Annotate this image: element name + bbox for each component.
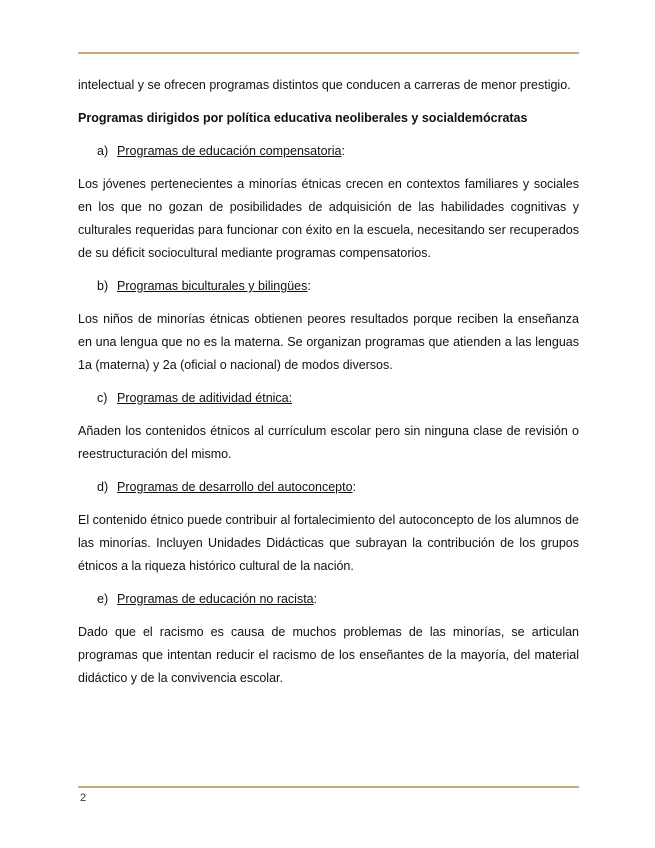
item-b-heading: b) Programas biculturales y bilingües:: [97, 279, 311, 293]
item-a-paragraph: Los jóvenes pertenecientes a minorías étnicas crecen en contextos familiares y sociales en los que no gozan de posibilidades de adquisición de las habilidades cognitivas y culturales requeridas para funcionar con éxito en la escuela, necesitando ser recuperados de su déficit sociocultural mediante programas compensatorios.: [78, 177, 579, 260]
item-a-heading: a) Programas de educación compensatoria:: [97, 144, 345, 158]
page-body: [78, 74, 579, 690]
item-e-heading: e) Programas de educación no racista:: [97, 592, 318, 606]
item-c-heading: c) Programas de aditividad étnica:: [97, 391, 293, 405]
item-d-heading: d) Programas de desarrollo del autoconcepto:: [97, 480, 357, 494]
item-d-paragraph: El contenido étnico puede contribuir al fortalecimiento del autoconcepto de los alumnos de las minorías. Incluyen Unidades Didácticas que subrayan la contribución de los grupos étnicos a la riqueza histórico cultural de la nación.: [78, 513, 579, 573]
intro-paragraph: intelectual y se ofrecen programas distintos que conducen a carreras de menor prestigio.: [78, 78, 571, 92]
item-b-title: Programas biculturales y bilingües: [117, 279, 308, 293]
item-a-title: Programas de educación compensatoria: [117, 144, 342, 158]
item-c-title: Programas de aditividad étnica:: [117, 391, 293, 405]
page-number: 2: [80, 792, 87, 804]
item-e-title: Programas de educación no racista: [117, 592, 314, 606]
item-b-paragraph: Los niños de minorías étnicas obtienen peores resultados porque reciben la enseñanza en una lengua que no es la materna. Se organizan programas que atienden a las lenguas 1a (materna) y 2a (oficial o nacional) de modos diversos.: [78, 312, 579, 372]
footer-rule: [78, 786, 579, 788]
item-d-title: Programas de desarrollo del autoconcepto: [117, 480, 353, 494]
item-c-paragraph: Añaden los contenidos étnicos al currículum escolar pero sin ninguna clase de revisión o reestructuración del mismo.: [78, 424, 579, 461]
item-e-paragraph: Dado que el racismo es causa de muchos problemas de las minorías, se articulan programas que intentan reducir el racismo de los enseñantes de la mayoría, del material didáctico y de la convivencia escolar.: [78, 625, 579, 685]
header-rule: [78, 52, 579, 54]
section-heading: Programas dirigidos por política educativa neoliberales y socialdemócratas: [78, 111, 528, 125]
